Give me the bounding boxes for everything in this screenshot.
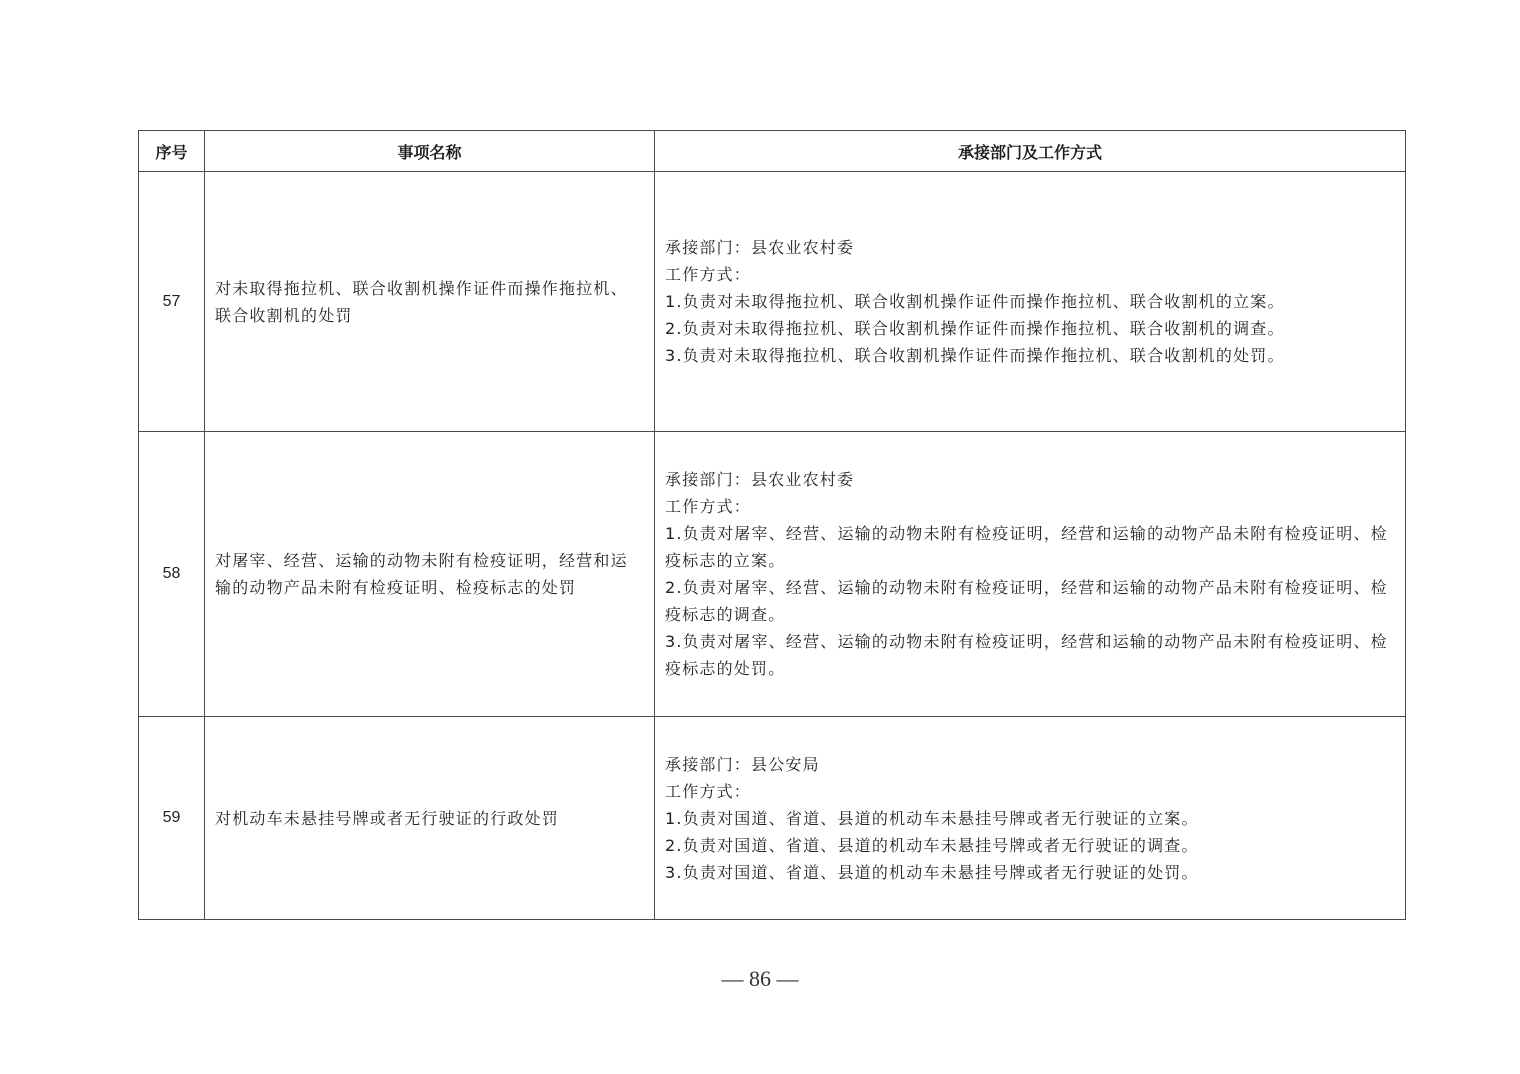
method-label: 工作方式： [665,497,752,516]
header-dept-method: 承接部门及工作方式 [655,131,1406,172]
item-name: 对未取得拖拉机、联合收割机操作证件而操作拖拉机、联合收割机的处罚 [205,172,655,432]
row-number: 59 [139,717,205,920]
dept-label: 承接部门：县农业农村委 [665,470,855,489]
dept-label: 承接部门：县公安局 [665,754,820,774]
method-item: 1.负责对未取得拖拉机、联合收割机操作证件而操作拖拉机、联合收割机的立案。 [665,292,1285,311]
page-number: — 86 — [721,966,799,991]
method-item: 1.负责对国道、省道、县道的机动车未悬挂号牌或者无行驶证的立案。 [665,808,1199,828]
row-number: 57 [139,172,205,432]
method-item: 3.负责对国道、省道、县道的机动车未悬挂号牌或者无行驶证的处罚。 [665,862,1199,882]
table-row [139,717,1406,920]
header-item-name: 事项名称 [205,131,655,172]
dept-method-cell [655,717,1406,920]
method-label: 工作方式： [665,781,752,801]
row-number: 58 [139,432,205,717]
method-item: 1.负责对屠宰、经营、运输的动物未附有检疫证明，经营和运输的动物产品未附有检疫证明、检疫标志的立案。 [665,524,1388,570]
table-row [139,432,1406,717]
table-row [139,172,1406,432]
method-item: 2.负责对国道、省道、县道的机动车未悬挂号牌或者无行驶证的调查。 [665,835,1199,855]
method-item: 2.负责对屠宰、经营、运输的动物未附有检疫证明，经营和运输的动物产品未附有检疫证明、检疫标志的调查。 [665,578,1388,624]
table-header-row [139,131,1406,172]
item-name: 对屠宰、经营、运输的动物未附有检疫证明，经营和运输的动物产品未附有检疫证明、检疫标志的处罚 [205,432,655,717]
method-item: 3.负责对屠宰、经营、运输的动物未附有检疫证明，经营和运输的动物产品未附有检疫证明、检疫标志的处罚。 [665,632,1388,678]
header-no: 序号 [139,131,205,172]
dept-method-cell [655,172,1406,432]
dept-label: 承接部门：县农业农村委 [665,238,855,257]
dept-method-cell [655,432,1406,717]
items-table [138,130,1406,920]
method-item: 2.负责对未取得拖拉机、联合收割机操作证件而操作拖拉机、联合收割机的调查。 [665,319,1285,338]
method-item: 3.负责对未取得拖拉机、联合收割机操作证件而操作拖拉机、联合收割机的处罚。 [665,346,1285,365]
method-label: 工作方式： [665,265,752,284]
item-name: 对机动车未悬挂号牌或者无行驶证的行政处罚 [205,717,655,920]
